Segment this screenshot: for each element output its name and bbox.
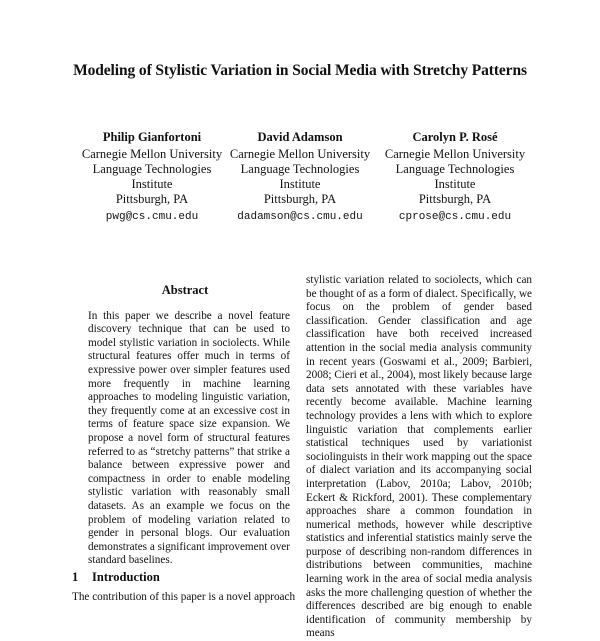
author-department-cont: Institute	[279, 177, 321, 191]
section-title: Introduction	[92, 570, 160, 584]
author-department-cont: Institute	[131, 177, 173, 191]
left-column	[72, 284, 298, 568]
author-name: David Adamson	[257, 130, 343, 144]
author-city: Pittsburgh, PA	[263, 192, 337, 206]
author-city: Pittsburgh, PA	[418, 192, 492, 206]
author-block	[370, 130, 540, 225]
author-department: Language Technologies	[92, 162, 212, 176]
author-department-cont: Institute	[434, 177, 476, 191]
author-department: Language Technologies	[240, 162, 360, 176]
author-email: cprose@cs.cmu.edu	[398, 211, 512, 223]
author-email: pwg@cs.cmu.edu	[105, 211, 199, 223]
paper-title: Modeling of Stylistic Variation in Social Media with Stretchy Patterns	[73, 62, 527, 79]
author-affiliation: Carnegie Mellon University	[384, 147, 526, 161]
section-number: 1	[72, 570, 79, 584]
author-city: Pittsburgh, PA	[115, 192, 189, 206]
author-name: Carolyn P. Rosé	[412, 130, 498, 144]
author-affiliation: Carnegie Mellon University	[81, 147, 223, 161]
author-email: dadamson@cs.cmu.edu	[237, 211, 363, 223]
section-heading	[72, 570, 160, 585]
author-block	[215, 130, 385, 225]
author-block	[67, 130, 237, 225]
author-affiliation: Carnegie Mellon University	[229, 147, 371, 161]
author-name: Philip Gianfortoni	[102, 130, 202, 144]
right-column-text: stylistic variation related to sociolects, which can be thought of as a form of dialect. Specifically, we focus on the problem of gender based classification. Gender classification and age classification have both received increased attention in the social media analysis community in recent years (Goswami et al., 2009; Barbieri, 2008; Cieri et al., 2004), most likely because large data sets annotated with these variables have recently become available. Machine learning technology provides a lens with which to explore linguistic variation that complements earlier statistical techniques used by variationist sociolinguists in their work mapping out the space of dialect variation and its accompanying social interpretation (Labov, 2010a; Labov, 2010b; Eckert & Rickford, 2001). These complementary approaches share a common foundation in numerical methods, however while descriptive statistics and inferential statistics mainly serve the purpose of describing non-random differences in distributions between communities, machine learning work in the area of social media analysis asks the more challenging question of whether the differences described are big enough to enable identification of community membership by means	[306, 274, 532, 640]
abstract-heading: Abstract	[161, 283, 209, 297]
author-department: Language Technologies	[395, 162, 515, 176]
intro-first-line: The contribution of this paper is a novel approach	[72, 591, 296, 603]
abstract-body: In this paper we describe a novel feature discovery technique that can be used to model stylistic variation in sociolects. While structural features offer much in terms of expressive power over simpler features used more frequently in machine learning approaches to modeling linguistic variation, they frequently come at an excessive cost in terms of feature space size expansion. We propose a novel form of structural features referred to as “stretchy patterns” that strike a balance between expressive power and compactness in order to enable modeling stylistic variation with reasonably small datasets. As an example we focus on the problem of modeling variation related to gender in personal blogs. Our evaluation demonstrates a significant improvement over standard baselines.	[88, 309, 290, 567]
